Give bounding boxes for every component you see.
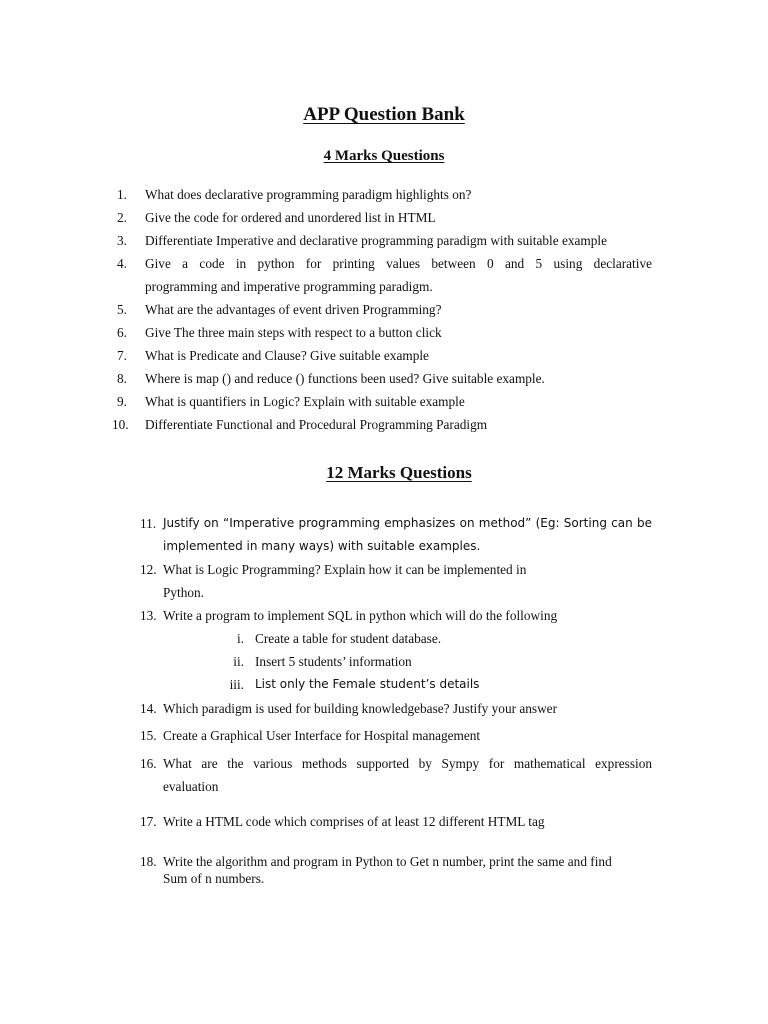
question-number: 4. — [117, 256, 127, 271]
question-number: 10. — [112, 417, 129, 432]
question-text: Give the code for ordered and unordered list in HTML — [145, 210, 436, 225]
question-number: 11. — [140, 516, 157, 531]
question-number: 3. — [117, 233, 127, 248]
sub-item-number: i. — [236, 631, 244, 646]
question-text: Write a HTML code which comprises of at least 12 different HTML tag — [163, 814, 545, 829]
question-item — [117, 252, 652, 298]
question-text: Write a program to implement SQL in python which will do the following — [163, 608, 558, 623]
question-text-line: What are the various methods supported by Sympy for mathematical expression — [163, 756, 652, 771]
question-text: Differentiate Functional and Procedural Programming Paradigm — [145, 417, 488, 432]
question-number: 7. — [117, 348, 127, 363]
question-text-line: evaluation — [163, 779, 219, 794]
sub-item-text: Create a table for student database. — [255, 631, 442, 646]
question-text-line: implemented in many ways) with suitable examples. — [163, 539, 481, 553]
question-item — [140, 558, 652, 604]
sub-item-text: List only the Female student’s details — [255, 677, 480, 691]
question-number: 13. — [140, 608, 157, 623]
question-text: What is quantifiers in Logic? Explain with suitable example — [145, 394, 465, 409]
question-text-line: Sum of n numbers. — [163, 871, 265, 886]
question-number: 16. — [140, 756, 157, 771]
question-number: 17. — [140, 814, 157, 829]
question-text-line: Python. — [163, 585, 205, 600]
question-number: 6. — [117, 325, 127, 340]
question-number: 2. — [117, 210, 127, 225]
question-text-line: Write the algorithm and program in Python to Get n number, print the same and find — [163, 854, 612, 869]
question-text: Where is map () and reduce () functions been used? Give suitable example. — [145, 371, 545, 386]
question-item — [140, 512, 652, 558]
question-text-line: Give a code in python for printing values between 0 and 5 using declarative — [145, 256, 652, 271]
question-number: 8. — [117, 371, 127, 386]
question-text-line: Justify on “Imperative programming emphasizes on method” (Eg: Sorting can be — [163, 516, 652, 530]
section-heading-12-marks: 12 Marks Questions — [326, 463, 472, 482]
question-text: Which paradigm is used for building knowledgebase? Justify your answer — [163, 701, 558, 716]
question-number: 5. — [117, 302, 127, 317]
question-text: Give The three main steps with respect to a button click — [145, 325, 442, 340]
document-title: APP Question Bank — [303, 104, 465, 125]
question-text: Differentiate Imperative and declarative programming paradigm with suitable example — [145, 233, 608, 248]
question-text: What does declarative programming paradigm highlights on? — [145, 187, 472, 202]
question-item — [140, 752, 652, 798]
question-number: 18. — [140, 854, 157, 869]
section-heading-4-marks: 4 Marks Questions — [323, 148, 445, 164]
question-text: What are the advantages of event driven Programming? — [145, 302, 442, 317]
sub-item-number: ii. — [233, 654, 244, 669]
question-text-line: What is Logic Programming? Explain how it can be implemented in — [163, 562, 527, 577]
sub-item-text: Insert 5 students’ information — [255, 654, 412, 669]
question-text: Create a Graphical User Interface for Hospital management — [163, 728, 481, 743]
question-text: What is Predicate and Clause? Give suitable example — [145, 348, 429, 363]
question-item — [140, 853, 652, 893]
question-number: 12. — [140, 562, 157, 577]
question-number: 14. — [140, 701, 157, 716]
sub-item-number: iii. — [229, 677, 244, 692]
question-text-line: programming and imperative programming paradigm. — [145, 279, 433, 294]
question-number: 15. — [140, 728, 157, 743]
question-number: 9. — [117, 394, 127, 409]
question-number: 1. — [117, 187, 127, 202]
